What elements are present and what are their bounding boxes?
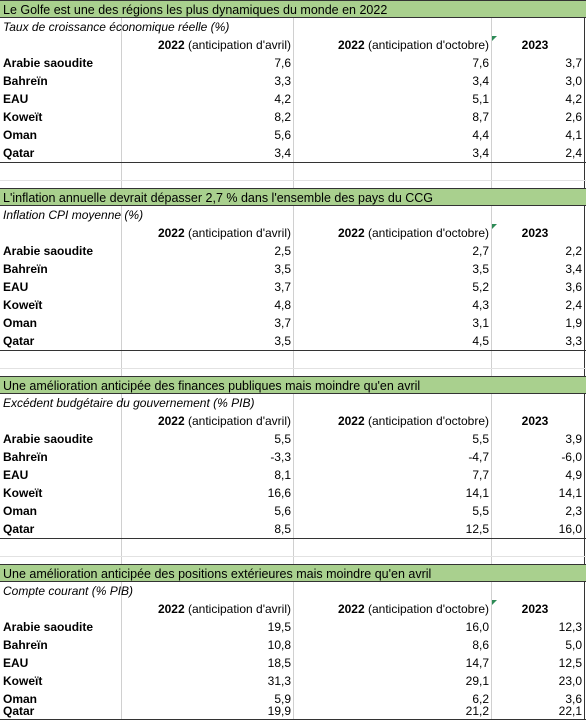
value-cell[interactable]: 3,4 <box>274 146 291 160</box>
value-cell[interactable]: 8,7 <box>472 110 489 124</box>
table-row[interactable] <box>0 314 586 332</box>
value-cell[interactable]: 7,7 <box>472 468 489 482</box>
country-cell[interactable]: Qatar <box>3 522 35 536</box>
section-subtitle-row[interactable] <box>0 18 586 36</box>
grid-line <box>0 556 586 557</box>
section-subtitle[interactable]: Excédent budgétaire du gouvernement (% PIB) <box>3 396 255 410</box>
table-row[interactable] <box>0 278 586 296</box>
value-cell[interactable]: 2,2 <box>565 244 582 258</box>
empty-cell[interactable] <box>0 600 122 618</box>
value-cell[interactable]: 3,0 <box>565 74 582 88</box>
country-cell[interactable]: EAU <box>3 468 29 482</box>
table-row[interactable] <box>0 484 586 502</box>
section-subtitle-row[interactable] <box>0 206 586 224</box>
value-cell[interactable]: 5,5 <box>274 432 291 446</box>
header-cell[interactable]: 2023 <box>521 38 549 52</box>
grid-line <box>0 368 586 369</box>
value-cell[interactable]: 3,5 <box>274 262 291 276</box>
value-cell[interactable]: 6,2 <box>472 692 489 706</box>
value-cell[interactable]: 5,6 <box>274 128 291 142</box>
table-row[interactable] <box>0 108 586 126</box>
table-row[interactable] <box>0 144 586 162</box>
header-cell[interactable]: 2023 <box>521 226 549 240</box>
header-cell[interactable]: 2022 (anticipation d'avril) <box>157 414 291 428</box>
value-cell[interactable]: 3,7 <box>274 316 291 330</box>
country-cell[interactable]: Arabie saoudite <box>3 620 94 634</box>
value-cell[interactable]: 8,6 <box>472 638 489 652</box>
value-cell[interactable]: 4,9 <box>565 468 582 482</box>
value-cell[interactable]: 22,1 <box>558 704 582 718</box>
header-cell[interactable]: 2022 (anticipation d'octobre) <box>337 414 489 428</box>
section-subtitle[interactable]: Compte courant (% PIB) <box>3 584 134 598</box>
table-row[interactable] <box>0 260 586 278</box>
table-row[interactable] <box>0 636 586 654</box>
section-bottom-border <box>0 162 586 163</box>
country-cell[interactable]: EAU <box>3 656 29 670</box>
value-cell[interactable]: 3,3 <box>565 334 582 348</box>
country-cell[interactable]: Koweït <box>3 110 43 124</box>
section-subtitle[interactable]: Taux de croissance économique réelle (%) <box>3 20 230 34</box>
country-cell[interactable]: Oman <box>3 316 38 330</box>
column-header-row[interactable] <box>0 224 586 242</box>
country-cell[interactable]: Koweït <box>3 298 43 312</box>
value-cell[interactable]: 8,1 <box>274 468 291 482</box>
header-cell[interactable]: 2022 (anticipation d'octobre) <box>337 602 489 616</box>
table-row[interactable] <box>0 502 586 520</box>
value-cell[interactable]: 16,6 <box>267 486 291 500</box>
value-cell[interactable]: -6,0 <box>561 450 582 464</box>
table-row[interactable] <box>0 448 586 466</box>
country-cell[interactable]: EAU <box>3 280 29 294</box>
section-title[interactable]: Une amélioration anticipée des finances publiques mais moindre qu'en avril <box>3 379 421 393</box>
value-cell[interactable]: 31,3 <box>267 674 291 688</box>
empty-cell[interactable] <box>0 224 122 242</box>
value-cell[interactable]: 14,1 <box>558 486 582 500</box>
value-cell[interactable]: 2,7 <box>472 244 489 258</box>
value-cell[interactable]: 4,8 <box>274 298 291 312</box>
value-cell[interactable]: 12,5 <box>558 656 582 670</box>
value-cell[interactable]: 3,7 <box>565 56 582 70</box>
table-row[interactable] <box>0 90 586 108</box>
country-cell[interactable]: Qatar <box>3 146 35 160</box>
value-cell[interactable]: 2,3 <box>565 504 582 518</box>
country-cell[interactable]: Bahreïn <box>3 450 48 464</box>
country-cell[interactable]: Oman <box>3 504 38 518</box>
table-row[interactable] <box>0 702 586 720</box>
value-cell[interactable]: 8,5 <box>274 522 291 536</box>
value-cell[interactable]: 4,3 <box>472 298 489 312</box>
country-cell[interactable]: Arabie saoudite <box>3 432 94 446</box>
value-cell[interactable]: 2,4 <box>565 146 582 160</box>
value-cell[interactable]: 5,2 <box>472 280 489 294</box>
value-cell[interactable]: 29,1 <box>465 674 489 688</box>
value-cell[interactable]: 8,2 <box>274 110 291 124</box>
column-header-row[interactable] <box>0 412 586 430</box>
country-cell[interactable]: EAU <box>3 92 29 106</box>
value-cell[interactable]: 16,0 <box>558 522 582 536</box>
section-subtitle-row[interactable] <box>0 394 586 412</box>
value-cell[interactable]: 7,6 <box>274 56 291 70</box>
section-title-row[interactable] <box>0 376 586 394</box>
value-cell[interactable]: 3,4 <box>565 262 582 276</box>
value-cell[interactable]: 4,5 <box>472 334 489 348</box>
value-cell[interactable]: 3,1 <box>472 316 489 330</box>
value-cell[interactable]: 3,4 <box>472 74 489 88</box>
table-row[interactable] <box>0 72 586 90</box>
country-cell[interactable]: Bahreïn <box>3 638 48 652</box>
value-cell[interactable]: 4,4 <box>472 128 489 142</box>
header-cell[interactable]: 2023 <box>521 602 549 616</box>
comment-marker-icon[interactable] <box>492 224 497 229</box>
section-title[interactable]: L'inflation annuelle devrait dépasser 2,7 % dans l'ensemble des pays du CCG <box>3 191 434 205</box>
value-cell[interactable]: 16,0 <box>465 620 489 634</box>
table-row[interactable] <box>0 466 586 484</box>
table-row[interactable] <box>0 654 586 672</box>
column-header-row[interactable] <box>0 600 586 618</box>
value-cell[interactable]: 3,7 <box>274 280 291 294</box>
value-cell[interactable]: 5,5 <box>472 504 489 518</box>
value-cell[interactable]: 21,2 <box>465 704 489 718</box>
value-cell[interactable]: 5,6 <box>274 504 291 518</box>
table-row[interactable] <box>0 242 586 260</box>
section-title-row[interactable] <box>0 564 586 582</box>
table-row[interactable] <box>0 618 586 636</box>
value-cell[interactable]: 14,1 <box>465 486 489 500</box>
value-cell[interactable]: 10,8 <box>267 638 291 652</box>
value-cell[interactable]: 5,9 <box>274 692 291 706</box>
section-title-row[interactable] <box>0 0 586 18</box>
header-cell[interactable]: 2022 (anticipation d'avril) <box>157 602 291 616</box>
section-bottom-border <box>0 538 586 539</box>
value-cell[interactable]: 5,0 <box>565 638 582 652</box>
section-title-row[interactable] <box>0 188 586 206</box>
value-cell[interactable]: 2,4 <box>565 298 582 312</box>
country-cell[interactable]: Bahreïn <box>3 74 48 88</box>
empty-cell[interactable] <box>0 36 122 54</box>
country-cell[interactable]: Arabie saoudite <box>3 244 94 258</box>
section-subtitle-row[interactable] <box>0 582 586 600</box>
section-subtitle[interactable]: Inflation CPI moyenne (%) <box>3 208 144 222</box>
value-cell[interactable]: 3,5 <box>472 262 489 276</box>
empty-cell[interactable] <box>0 412 122 430</box>
value-cell[interactable]: 3,5 <box>274 334 291 348</box>
table-row[interactable] <box>0 672 586 690</box>
country-cell[interactable]: Koweït <box>3 486 43 500</box>
value-cell[interactable]: 3,3 <box>274 74 291 88</box>
comment-marker-icon[interactable] <box>492 36 497 41</box>
country-cell[interactable]: Oman <box>3 692 38 706</box>
table-row[interactable] <box>0 126 586 144</box>
header-cell[interactable]: 2022 (anticipation d'avril) <box>157 226 291 240</box>
section-title[interactable]: Le Golfe est une des régions les plus dynamiques du monde en 2022 <box>3 3 388 17</box>
value-cell[interactable]: 3,6 <box>565 280 582 294</box>
table-row[interactable] <box>0 296 586 314</box>
country-cell[interactable]: Qatar <box>3 334 35 348</box>
value-cell[interactable]: 2,5 <box>274 244 291 258</box>
value-cell[interactable]: 3,9 <box>565 432 582 446</box>
value-cell[interactable]: 12,3 <box>558 620 582 634</box>
table-row[interactable] <box>0 430 586 448</box>
section-title[interactable]: Une amélioration anticipée des positions extérieures mais moindre qu'en avril <box>3 567 432 581</box>
value-cell[interactable]: 3,6 <box>565 692 582 706</box>
header-cell[interactable]: 2022 (anticipation d'avril) <box>157 38 291 52</box>
value-cell[interactable]: 12,5 <box>465 522 489 536</box>
value-cell[interactable]: 7,6 <box>472 56 489 70</box>
column-header-row[interactable] <box>0 36 586 54</box>
table-row[interactable] <box>0 332 586 350</box>
value-cell[interactable]: 2,6 <box>565 110 582 124</box>
value-cell[interactable]: -4,7 <box>468 450 489 464</box>
value-cell[interactable]: 4,2 <box>565 92 582 106</box>
value-cell[interactable]: 19,5 <box>267 620 291 634</box>
header-cell[interactable]: 2022 (anticipation d'octobre) <box>337 226 489 240</box>
country-cell[interactable]: Bahreïn <box>3 262 48 276</box>
table-row[interactable] <box>0 54 586 72</box>
value-cell[interactable]: -3,3 <box>270 450 291 464</box>
header-cell[interactable]: 2023 <box>521 414 549 428</box>
country-cell[interactable]: Arabie saoudite <box>3 56 94 70</box>
value-cell[interactable]: 3,4 <box>472 146 489 160</box>
grid-line <box>0 180 586 181</box>
section-bottom-border <box>0 350 586 351</box>
country-cell[interactable]: Qatar <box>3 704 35 718</box>
value-cell[interactable]: 19,9 <box>267 704 291 718</box>
table-row[interactable] <box>0 520 586 538</box>
value-cell[interactable]: 4,1 <box>565 128 582 142</box>
value-cell[interactable]: 4,2 <box>274 92 291 106</box>
country-cell[interactable]: Oman <box>3 128 38 142</box>
value-cell[interactable]: 5,1 <box>472 92 489 106</box>
value-cell[interactable]: 1,9 <box>565 316 582 330</box>
comment-marker-icon[interactable] <box>492 600 497 605</box>
value-cell[interactable]: 5,5 <box>472 432 489 446</box>
country-cell[interactable]: Koweït <box>3 674 43 688</box>
value-cell[interactable]: 18,5 <box>267 656 291 670</box>
value-cell[interactable]: 14,7 <box>465 656 489 670</box>
header-cell[interactable]: 2022 (anticipation d'octobre) <box>337 38 489 52</box>
value-cell[interactable]: 23,0 <box>558 674 582 688</box>
